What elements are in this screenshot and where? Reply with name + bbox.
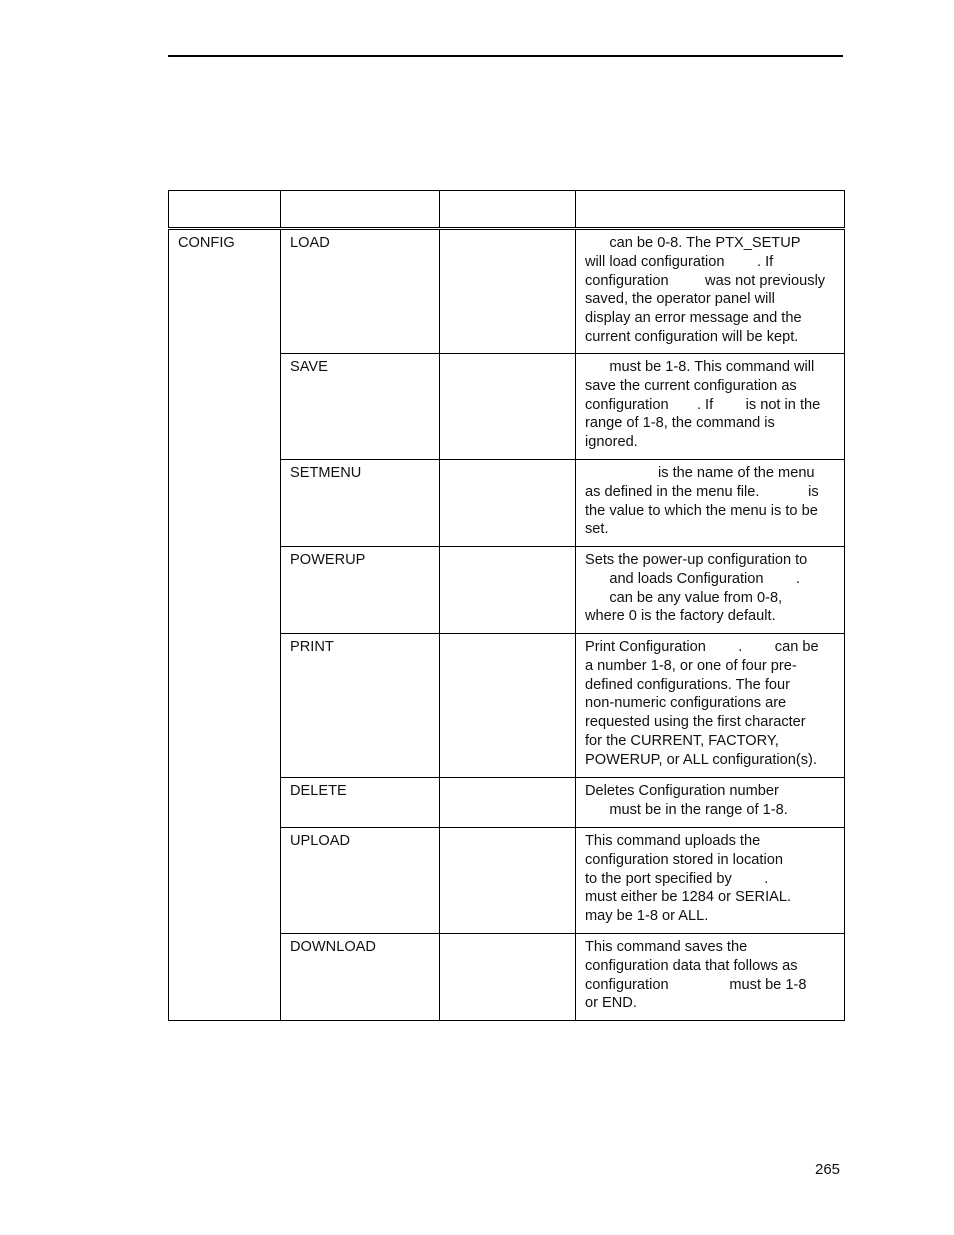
command-cell: DOWNLOAD: [281, 934, 440, 1021]
parameter-cell: [440, 229, 576, 354]
description-cell: Print Configuration . can be a number 1-8, or one of four pre- defined configurations. The four non-numeric configurations are requested using the first character for the CURRENT, FACTORY, POWERUP, or ALL configuration(s).: [576, 634, 845, 778]
command-cell: POWERUP: [281, 547, 440, 634]
command-cell: PRINT: [281, 634, 440, 778]
parameter-cell: [440, 634, 576, 778]
command-cell: LOAD: [281, 229, 440, 354]
page-number: 265: [815, 1161, 841, 1178]
header-rule: [168, 55, 843, 57]
header-cell-description: [576, 191, 845, 229]
command-cell: UPLOAD: [281, 828, 440, 934]
parameter-cell: [440, 778, 576, 828]
header-cell-command: [281, 191, 440, 229]
description-cell: Sets the power-up configuration to and loads Configuration . can be any value from 0-8, where 0 is the factory default.: [576, 547, 845, 634]
table-row: [169, 229, 845, 354]
description-cell: can be 0-8. The PTX_SETUP will load configuration . If configuration was not previously saved, the operator panel will display an error message and the current configuration will be kept.: [576, 229, 845, 354]
table-header-row: [169, 191, 845, 229]
command-cell: DELETE: [281, 778, 440, 828]
command-cell: SETMENU: [281, 460, 440, 547]
parameter-cell: [440, 460, 576, 547]
parameter-cell: [440, 354, 576, 460]
description-cell: This command saves the configuration data that follows as configuration must be 1-8 or END.: [576, 934, 845, 1021]
description-cell: must be 1-8. This command will save the current configuration as configuration . If is not in the range of 1-8, the command is ignored.: [576, 354, 845, 460]
description-cell: is the name of the menu as defined in the menu file. is the value to which the menu is to be set.: [576, 460, 845, 547]
parameter-cell: [440, 828, 576, 934]
header-cell-parameter: [440, 191, 576, 229]
parameter-cell: [440, 934, 576, 1021]
category-cell: CONFIG: [169, 229, 281, 1021]
command-table: [168, 190, 845, 1021]
parameter-cell: [440, 547, 576, 634]
command-cell: SAVE: [281, 354, 440, 460]
description-cell: This command uploads the configuration stored in location to the port specified by . must either be 1284 or SERIAL. may be 1-8 or ALL.: [576, 828, 845, 934]
header-cell-category: [169, 191, 281, 229]
description-cell: Deletes Configuration number must be in the range of 1-8.: [576, 778, 845, 828]
